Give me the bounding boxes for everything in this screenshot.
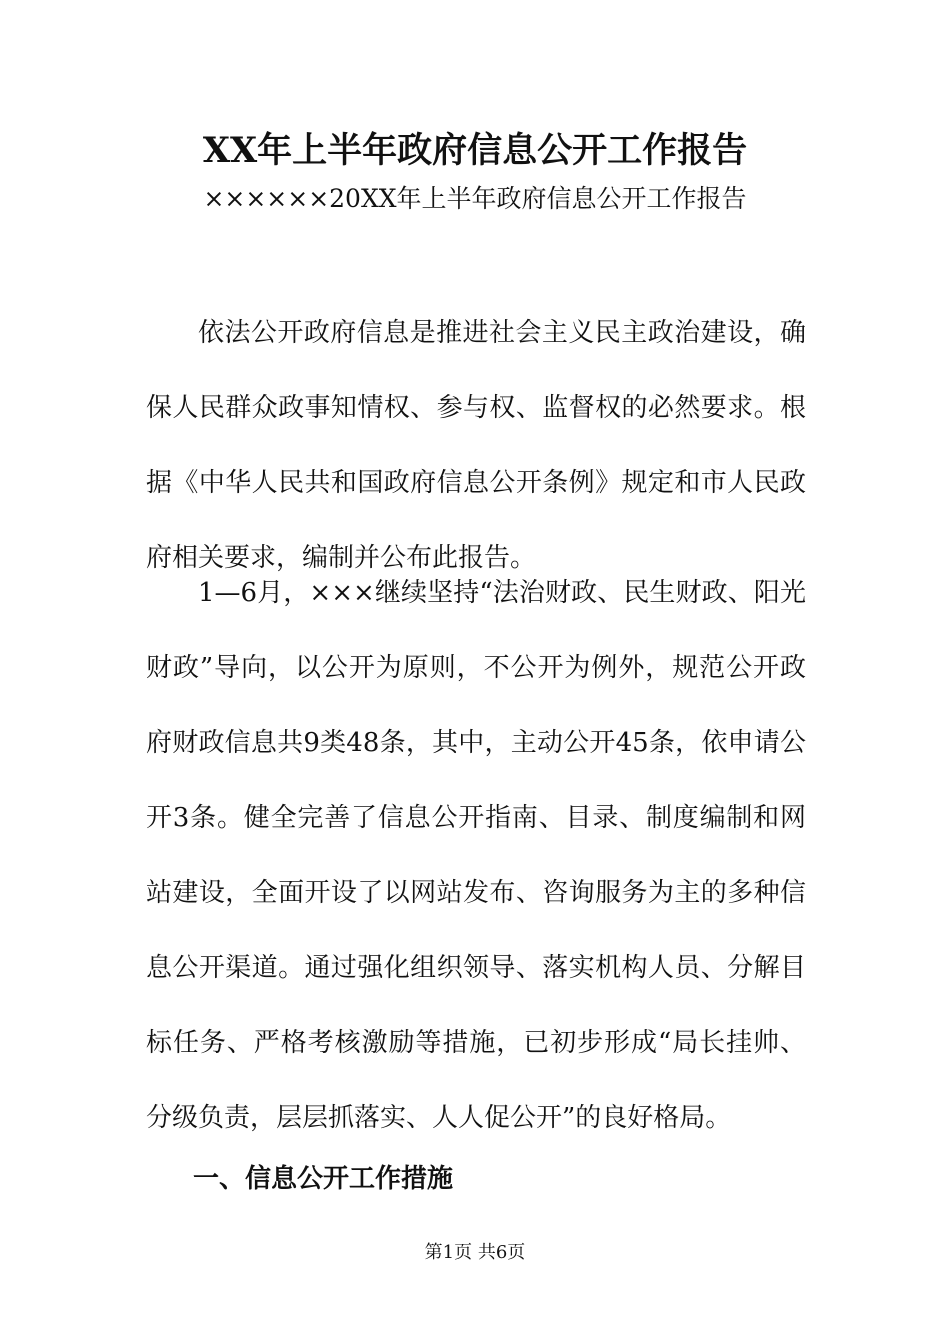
paragraph-summary-container bbox=[146, 556, 806, 1156]
page-footer: 第1页 共6页 bbox=[424, 1242, 526, 1263]
paragraph-summary: 1—6月，×××继续坚持“法治财政、民生财政、阳光财政”导向，以公开为原则，不公开为例外，规范公开政府财政信息共9类48条，其中，主动公开45条，依申请公开3条。健全完善了信息公开指南、目录、制度编制和网站建设，全面开设了以网站发布、咨询服务为主的多种信息公开渠道。通过强化组织领导、落实机构人员、分解目标任务、严格考核激励等措施，已初步形成“局长挂帅、分级负责，层层抓落实、人人促公开”的良好格局。 bbox=[146, 578, 806, 1133]
section-heading: 一、信息公开工作措施 bbox=[193, 1164, 454, 1194]
document-title: XX年上半年政府信息公开工作报告 bbox=[202, 130, 748, 171]
document-subtitle: ××××××20XX年上半年政府信息公开工作报告 bbox=[203, 184, 747, 213]
paragraph-intro-container bbox=[146, 296, 806, 596]
paragraph-intro: 依法公开政府信息是推进社会主义民主政治建设，确保人民群众政事知情权、参与权、监督权的必然要求。根据《中华人民共和国政府信息公开条例》规定和市人民政府相关要求，编制并公布此报告。 bbox=[146, 318, 806, 573]
